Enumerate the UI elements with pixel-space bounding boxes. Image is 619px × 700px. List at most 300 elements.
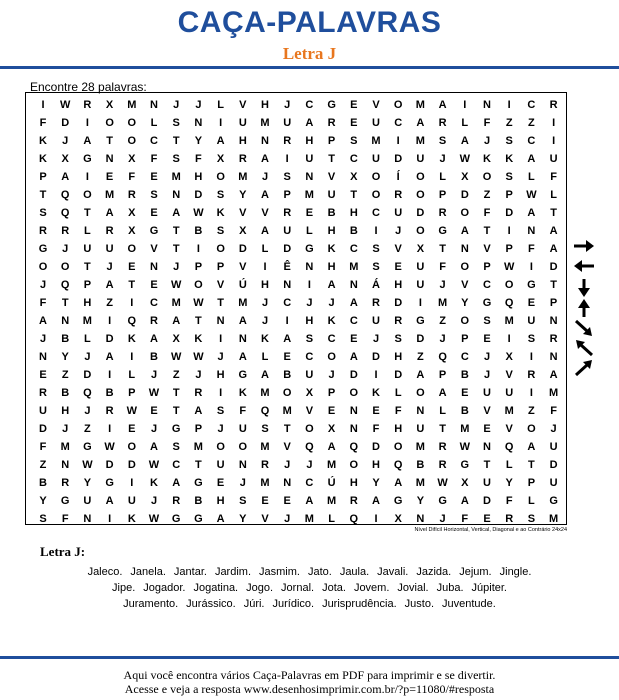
grid-row [26, 438, 566, 456]
grid-cell: H [394, 351, 403, 363]
grid-cell: H [305, 315, 314, 327]
word-item: Jogo. [246, 582, 274, 594]
grid-cell: C [394, 117, 403, 129]
grid-cell: N [61, 315, 70, 327]
grid-cell: V [483, 243, 491, 255]
grid-cell: N [83, 513, 92, 525]
grid-cell: U [283, 225, 292, 237]
grid-cell: O [349, 459, 359, 471]
grid-cell: A [416, 369, 425, 381]
grid-cell: H [394, 279, 403, 291]
word-list-line [0, 582, 619, 594]
grid-cell: G [549, 495, 558, 507]
grid-cell: N [194, 117, 203, 129]
grid-cell: D [238, 243, 247, 255]
grid-cell: U [483, 477, 491, 489]
grid-cell: M [260, 117, 270, 129]
grid-cell: U [416, 423, 425, 435]
grid-cell: U [216, 459, 225, 471]
grid-cell: H [327, 261, 336, 273]
bottom-divider [0, 656, 619, 659]
grid-cell: B [327, 207, 336, 219]
grid-cell: U [394, 207, 403, 219]
grid-cell: O [416, 189, 425, 201]
grid-cell: A [172, 207, 181, 219]
grid-cell: G [305, 243, 314, 255]
grid-cell: P [83, 279, 92, 291]
grid-cell: T [172, 135, 180, 147]
grid-cell: T [61, 297, 69, 309]
grid-cell: M [193, 441, 203, 453]
grid-cell: I [219, 117, 223, 129]
grid-cell: R [194, 387, 203, 399]
grid-cell: I [418, 297, 422, 309]
grid-row [26, 114, 566, 132]
grid-cell: N [261, 135, 269, 147]
grid-cell: H [83, 297, 92, 309]
grid-cell: J [328, 369, 335, 381]
grid-cell: V [505, 423, 513, 435]
grid-cell: A [527, 441, 536, 453]
grid-cell: M [60, 441, 70, 453]
grid-cell: E [150, 171, 158, 183]
grid-cell: G [482, 297, 492, 309]
grid-cell: H [372, 459, 380, 471]
grid-cell: C [349, 153, 358, 165]
grid-cell: W [193, 297, 204, 309]
grid-cell: U [39, 405, 47, 417]
grid-cell: T [172, 225, 180, 237]
grid-cell: J [328, 297, 335, 309]
grid-row [26, 492, 566, 510]
grid-cell: X [394, 513, 402, 525]
grid-cell: W [148, 459, 160, 471]
grid-cell: J [62, 135, 69, 147]
grid-cell: U [416, 261, 425, 273]
grid-cell: Q [60, 207, 70, 219]
grid-cell: E [39, 369, 47, 381]
grid-row [26, 186, 566, 204]
grid-cell: K [238, 387, 247, 399]
grid-cell: V [261, 513, 269, 525]
grid-cell: R [61, 477, 70, 489]
grid-cell: I [307, 279, 311, 291]
grid-cell: J [306, 459, 313, 471]
grid-cell: B [39, 477, 47, 489]
grid-row [26, 258, 566, 276]
word-item: Jovial. [397, 582, 429, 594]
grid-cell: Q [393, 459, 403, 471]
grid-cell: A [327, 441, 336, 453]
grid-cell: W [104, 441, 115, 453]
grid-cell: C [349, 315, 358, 327]
grid-cell: N [349, 423, 358, 435]
grid-cell: I [85, 117, 89, 129]
grid-cell: R [127, 189, 136, 201]
grid-cell: M [327, 459, 337, 471]
grid-cell: D [394, 297, 403, 309]
grid-cell: M [327, 495, 337, 507]
grid-cell: V [239, 99, 247, 111]
grid-cell: E [327, 405, 336, 417]
grid-cell: G [238, 369, 248, 381]
grid-cell: K [127, 333, 136, 345]
grid-cell: T [195, 459, 202, 471]
grid-cell: G [393, 495, 403, 507]
grid-cell: J [395, 225, 402, 237]
grid-cell: S [372, 261, 380, 273]
grid-cell: A [216, 135, 225, 147]
grid-cell: I [108, 423, 112, 435]
word-item: Jogador. [143, 582, 186, 594]
grid-cell: M [238, 171, 248, 183]
grid-cell: V [394, 243, 402, 255]
word-item: Jurisprudência. [322, 598, 397, 610]
grid-cell: T [195, 315, 202, 327]
grid-row [26, 330, 566, 348]
grid-cell: V [461, 279, 469, 291]
grid-cell: J [217, 351, 224, 363]
grid-cell: R [150, 315, 158, 327]
grid-cell: J [284, 459, 291, 471]
arrow-down-right-icon [572, 318, 596, 338]
grid-cell: O [416, 171, 425, 183]
grid-cell: J [217, 423, 224, 435]
grid-cell: F [394, 405, 402, 417]
grid-cell: J [306, 297, 313, 309]
grid-cell: Y [505, 477, 513, 489]
grid-cell: D [460, 189, 469, 201]
grid-cell: O [305, 423, 314, 435]
grid-cell: I [552, 135, 556, 147]
grid-cell: A [150, 333, 158, 345]
grid-cell: G [194, 513, 203, 525]
grid-cell: O [194, 279, 203, 291]
grid-cell: A [416, 117, 425, 129]
grid-cell: S [172, 441, 180, 453]
grid-cell: I [196, 243, 200, 255]
grid-cell: M [415, 99, 425, 111]
grid-cell: Z [172, 369, 180, 381]
grid-row [26, 312, 566, 330]
grid-cell: K [327, 315, 336, 327]
grid-cell: K [327, 243, 336, 255]
grid-cell: X [105, 99, 114, 111]
grid-cell: S [527, 333, 536, 345]
grid-cell: A [172, 315, 181, 327]
grid-cell: U [549, 441, 558, 453]
word-item: Jejum. [459, 566, 492, 578]
top-divider [0, 66, 619, 69]
grid-cell: J [39, 279, 47, 291]
grid-cell: T [350, 189, 358, 201]
grid-cell: F [461, 513, 469, 525]
grid-cell: Y [372, 477, 380, 489]
grid-cell: S [150, 189, 158, 201]
grid-cell: I [552, 117, 556, 129]
grid-cell: E [128, 423, 136, 435]
grid-cell: X [327, 423, 336, 435]
grid-cell: O [238, 441, 248, 453]
grid-cell: S [239, 495, 247, 507]
grid-cell: P [283, 189, 291, 201]
grid-cell: Z [61, 369, 69, 381]
grid-cell: T [528, 459, 535, 471]
grid-cell: O [371, 189, 381, 201]
grid-cell: T [106, 135, 113, 147]
grid-cell: J [150, 495, 158, 507]
grid-row [26, 456, 566, 474]
grid-cell: M [504, 405, 514, 417]
grid-cell: Z [483, 189, 491, 201]
grid-cell: G [460, 459, 470, 471]
grid-cell: N [549, 351, 558, 363]
grid-cell: K [505, 153, 514, 165]
grid-cell: T [328, 153, 335, 165]
grid-row [26, 96, 566, 114]
grid-cell: L [150, 117, 158, 129]
grid-cell: B [283, 369, 292, 381]
grid-cell: I [463, 99, 467, 111]
grid-cell: J [84, 351, 91, 363]
grid-cell: J [39, 333, 47, 345]
grid-cell: R [39, 225, 47, 237]
word-list-line [0, 598, 619, 610]
grid-cell: O [127, 441, 137, 453]
grid-cell: U [372, 315, 380, 327]
grid-cell: M [349, 261, 359, 273]
grid-cell: U [283, 117, 292, 129]
grid-row [26, 150, 566, 168]
grid-cell: T [39, 189, 47, 201]
grid-cell: Y [239, 513, 247, 525]
grid-cell: S [350, 135, 358, 147]
grid-cell: M [171, 171, 181, 183]
grid-cell: Ê [283, 261, 291, 273]
word-item: Jota. [322, 582, 346, 594]
grid-cell: J [483, 369, 491, 381]
word-search-grid [25, 92, 567, 525]
grid-cell: Q [60, 279, 70, 291]
grid-cell: M [415, 135, 425, 147]
grid-cell: O [105, 117, 114, 129]
grid-cell: K [127, 513, 136, 525]
grid-cell: I [130, 351, 134, 363]
grid-cell: B [194, 225, 203, 237]
grid-cell: S [394, 333, 402, 345]
grid-cell: D [127, 459, 136, 471]
grid-cell: Q [504, 441, 514, 453]
grid-cell: P [527, 477, 536, 489]
grid-cell: J [195, 99, 202, 111]
grid-cell: D [394, 369, 403, 381]
grid-cell: O [127, 243, 137, 255]
grid-cell: P [483, 261, 491, 273]
footer-text-2: Acesse e veja a resposta www.desenhosimprimir.com.br/?p=11080/#resposta [124, 682, 495, 696]
grid-cell: I [130, 297, 134, 309]
grid-cell: I [219, 387, 223, 399]
grid-cell: M [549, 387, 559, 399]
grid-cell: V [261, 207, 269, 219]
grid-row [26, 384, 566, 402]
grid-cell: A [105, 495, 114, 507]
grid-cell: O [216, 441, 225, 453]
grid-row [26, 474, 566, 492]
word-item: Jaula. [339, 566, 370, 578]
grid-cell: J [261, 297, 269, 309]
grid-cell: Q [504, 297, 514, 309]
arrow-up-icon [572, 298, 596, 318]
grid-cell: M [371, 135, 381, 147]
grid-cell: T [172, 387, 180, 399]
grid-cell: N [61, 459, 70, 471]
grid-cell: J [439, 333, 446, 345]
grid-cell: I [108, 513, 112, 525]
grid-cell: A [105, 207, 114, 219]
grid-cell: E [394, 261, 402, 273]
grid-cell: N [483, 441, 491, 453]
word-list-line [0, 566, 619, 578]
grid-cell: W [193, 207, 204, 219]
grid-cell: Z [417, 351, 424, 363]
grid-cell: X [128, 225, 136, 237]
grid-cell: G [527, 279, 536, 291]
grid-cell: W [126, 405, 137, 417]
grid-cell: R [438, 207, 447, 219]
grid-cell: O [527, 423, 536, 435]
grid-cell: O [393, 99, 403, 111]
grid-cell: I [374, 513, 378, 525]
word-item: Justo. [404, 598, 435, 610]
grid-row [26, 276, 566, 294]
grid-cell: L [505, 459, 513, 471]
grid-cell: N [349, 279, 358, 291]
grid-cell: N [150, 99, 158, 111]
word-item: Jato. [307, 566, 332, 578]
grid-cell: O [216, 243, 225, 255]
grid-cell: C [150, 135, 158, 147]
grid-cell: B [460, 405, 469, 417]
grid-cell: H [349, 207, 358, 219]
grid-cell: H [349, 477, 358, 489]
grid-cell: W [82, 459, 93, 471]
grid-cell: F [39, 117, 47, 129]
grid-row [26, 402, 566, 420]
grid-cell: V [239, 261, 247, 273]
grid-cell: N [105, 153, 114, 165]
grid-cell: Ú [327, 477, 336, 489]
grid-cell: T [84, 207, 91, 219]
grid-cell: E [128, 261, 136, 273]
grid-cell: E [350, 117, 358, 129]
grid-cell: N [416, 405, 425, 417]
grid-cell: A [349, 297, 358, 309]
grid-cell: J [84, 405, 91, 417]
grid-cell: T [550, 279, 557, 291]
grid-cell: U [549, 477, 558, 489]
grid-cell: W [503, 261, 515, 273]
grid-cell: I [108, 315, 112, 327]
grid-cell: O [127, 117, 137, 129]
grid-cell: O [460, 261, 470, 273]
grid-cell: J [483, 135, 491, 147]
grid-cell: S [305, 333, 314, 345]
grid-cell: C [349, 243, 358, 255]
grid-cell: T [217, 297, 224, 309]
grid-cell: E [150, 405, 158, 417]
grid-cell: I [507, 333, 511, 345]
grid-cell: C [483, 279, 491, 291]
grid-cell: O [282, 387, 292, 399]
grid-cell: M [415, 477, 425, 489]
grid-cell: W [148, 387, 160, 399]
grid-cell: J [195, 369, 202, 381]
grid-row [26, 294, 566, 312]
grid-cell: Z [528, 117, 535, 129]
grid-cell: U [549, 153, 558, 165]
grid-cell: X [350, 171, 358, 183]
grid-cell: D [372, 441, 380, 453]
grid-cell: F [505, 495, 513, 507]
grid-cell: J [372, 333, 380, 345]
grid-cell: F [195, 153, 202, 165]
grid-cell: M [82, 315, 92, 327]
grid-cell: A [327, 279, 336, 291]
grid-cell: Q [349, 513, 359, 525]
grid-cell: E [283, 495, 291, 507]
grid-cell: H [305, 135, 314, 147]
grid-row [26, 348, 566, 366]
grid-cell: D [194, 189, 203, 201]
grid-cell: U [238, 423, 247, 435]
word-item: Jurássico. [186, 598, 236, 610]
grid-cell: A [238, 351, 247, 363]
grid-cell: D [283, 243, 292, 255]
grid-cell: N [216, 315, 225, 327]
grid-cell: H [194, 171, 203, 183]
grid-cell: C [305, 99, 314, 111]
grid-cell: A [527, 207, 536, 219]
grid-cell: H [216, 495, 225, 507]
grid-cell: Y [461, 297, 469, 309]
grid-cell: T [483, 225, 491, 237]
grid-cell: H [261, 279, 269, 291]
grid-cell: X [128, 207, 136, 219]
word-list-title: Letra J: [40, 544, 86, 559]
grid-cell: F [483, 117, 491, 129]
grid-cell: L [394, 387, 402, 399]
grid-cell: V [372, 99, 380, 111]
grid-cell: O [482, 171, 492, 183]
word-item: Jingle. [499, 566, 532, 578]
grid-cell: C [150, 297, 158, 309]
grid-cell: J [173, 99, 180, 111]
grid-cell: U [238, 117, 247, 129]
grid-cell: B [105, 387, 114, 399]
grid-cell: B [194, 495, 203, 507]
grid-cell: N [305, 261, 314, 273]
grid-cell: A [549, 243, 558, 255]
grid-cell: L [261, 351, 269, 363]
grid-cell: Y [194, 135, 203, 147]
grid-cell: R [549, 99, 558, 111]
grid-cell: D [549, 459, 558, 471]
grid-cell: O [371, 171, 381, 183]
grid-cell: D [61, 117, 70, 129]
grid-cell: Y [61, 351, 69, 363]
grid-cell: I [374, 369, 378, 381]
grid-cell: K [150, 477, 158, 489]
